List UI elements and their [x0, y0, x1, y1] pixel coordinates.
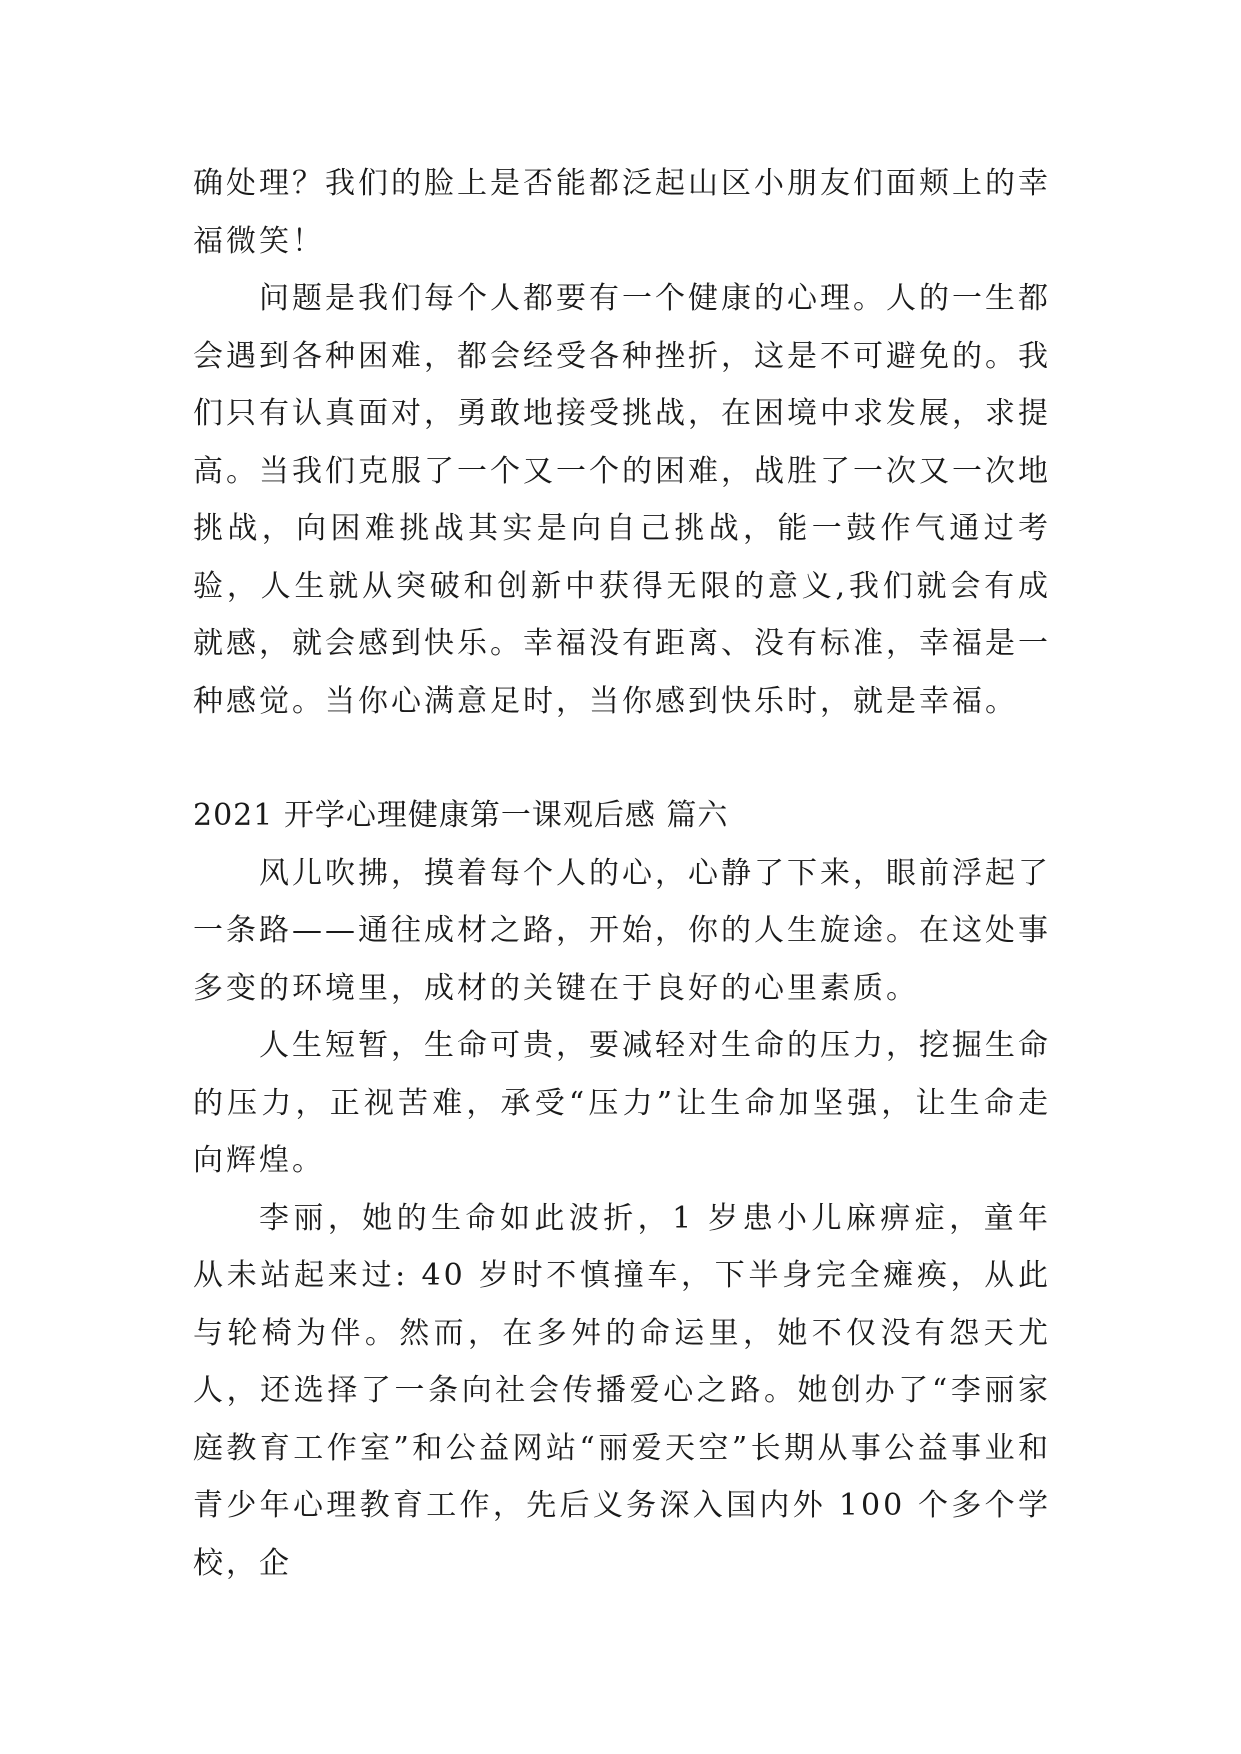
paragraph-continuation: 确处理？我们的脸上是否能都泛起山区小朋友们面颊上的幸福微笑！ [193, 166, 1051, 259]
paragraph-wind: 风儿吹拂，摸着每个人的心，心静了下来，眼前浮起了一条路——通往成材之路，开始，你的人生旋途。在这处事多变的环境里，成材的关键在于良好的心里素质。 [193, 855, 1051, 1006]
paragraph-life-short: 人生短暂，生命可贵，要减轻对生命的压力，挖掘生命的压力，正视苦难，承受“压力”让生命加坚强，让生命走向辉煌。 [193, 1028, 1051, 1178]
section-heading: 2021 开学心理健康第一课观后感 篇六 [193, 798, 729, 833]
paragraph-li-li: 李丽，她的生命如此波折，1 岁患小儿麻痹症，童年从未站起来过: 40 岁时不慎撞车，下半身完全瘫痪，从此与轮椅为伴。然而，在多舛的命运里，她不仅没有怨天尤人，还选择了一条向社会传播爱心之路。她创办了“李丽家庭教育工作室”和公益网站“丽爱天空”长期从事公益事业和青少年心理教育工作，先后义务深入国内外 100 个多个学校，企 [193, 1200, 1051, 1581]
paragraph-healthy-mind: 问题是我们每个人都要有一个健康的心理。人的一生都会遇到各种困难，都会经受各种挫折，这是不可避免的。我们只有认真面对，勇敢地接受挑战，在困境中求发展，求提高。当我们克服了一个又一个的困难，战胜了一次又一次地挑战，向困难挑战其实是向自己挑战，能一鼓作气通过考验，人生就从突破和创新中获得无限的意义,我们就会有成就感，就会感到快乐。幸福没有距离、没有标准，幸福是一种感觉。当你心满意足时，当你感到快乐时，就是幸福。 [193, 281, 1051, 719]
